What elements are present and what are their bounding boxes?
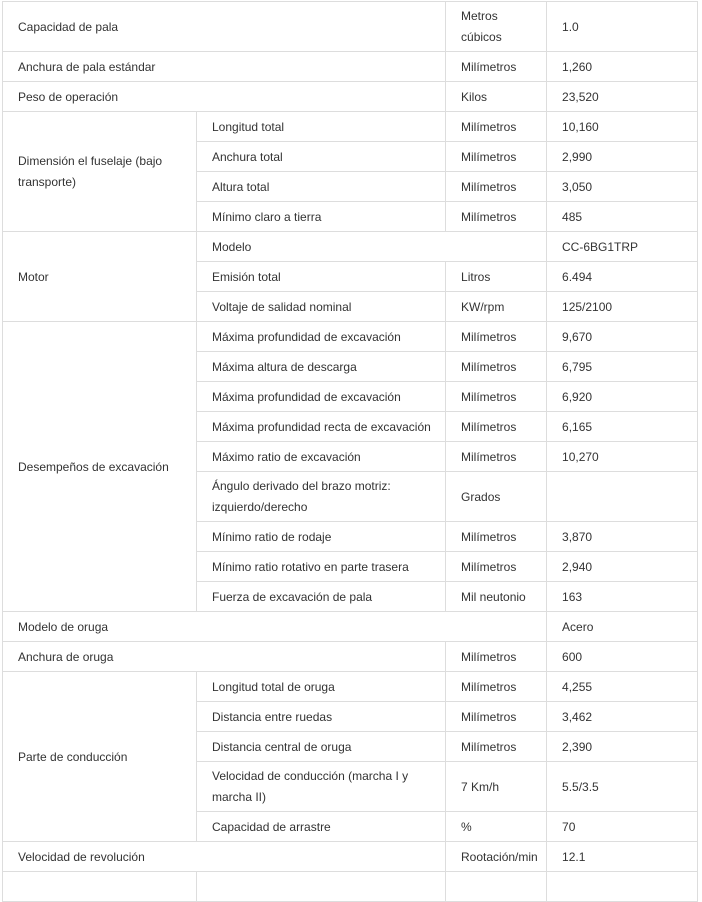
row-label: Máxima profundidad recta de excavación [197, 412, 446, 442]
row-unit: KW/rpm [446, 292, 547, 322]
row-label: Máxima profundidad de excavación [197, 322, 446, 352]
row-value: 600 [547, 642, 698, 672]
row-unit: Milímetros [446, 552, 547, 582]
row-label: Modelo [197, 232, 547, 262]
row-value: 5.5/3.5 [547, 762, 698, 812]
row-unit: Milímetros [446, 382, 547, 412]
row-label-line: Velocidad de conducción (marcha I y [212, 768, 409, 783]
row-unit: Milímetros [446, 442, 547, 472]
row-label: Anchura de pala estándar [3, 52, 446, 82]
row-label: Velocidad de revolución [3, 842, 446, 872]
row-value: 125/2100 [547, 292, 698, 322]
row-value: 9,670 [547, 322, 698, 352]
row-label-line: marcha II) [212, 789, 267, 804]
row-unit: Milímetros [446, 522, 547, 552]
row-value: 1.0 [547, 2, 698, 52]
table-row [3, 322, 698, 352]
row-value [547, 472, 698, 522]
row-unit: Milímetros [446, 702, 547, 732]
row-unit [446, 2, 547, 52]
row-label: Máximo ratio de excavación [197, 442, 446, 472]
row-value: 4,255 [547, 672, 698, 702]
row-label-line: izquierdo/derecho [212, 499, 308, 514]
row-value: 163 [547, 582, 698, 612]
row-label-line: Ángulo derivado del brazo motriz: [212, 478, 391, 493]
row-value: 3,050 [547, 172, 698, 202]
row-unit: Milímetros [446, 352, 547, 382]
row-unit: Milímetros [446, 732, 547, 762]
row-value: 485 [547, 202, 698, 232]
row-unit: 7 Km/h [446, 762, 547, 812]
row-unit: Litros [446, 262, 547, 292]
row-label: Distancia entre ruedas [197, 702, 446, 732]
row-value: 12.1 [547, 842, 698, 872]
row-unit: Milímetros [446, 322, 547, 352]
empty-cell [446, 872, 547, 902]
row-value: CC-6BG1TRP [547, 232, 698, 262]
row-value: 6.494 [547, 262, 698, 292]
row-label: Mínimo ratio rotativo en parte trasera [197, 552, 446, 582]
table-row [3, 2, 698, 52]
row-label: Peso de operación [3, 82, 446, 112]
row-label: Anchura de oruga [3, 642, 446, 672]
group-label: Parte de conducción [3, 672, 197, 842]
row-value: 2,940 [547, 552, 698, 582]
row-value: 10,160 [547, 112, 698, 142]
row-label: Mínimo ratio de rodaje [197, 522, 446, 552]
table-row [3, 112, 698, 142]
row-value: 1,260 [547, 52, 698, 82]
row-unit: Milímetros [446, 52, 547, 82]
row-unit: Kilos [446, 82, 547, 112]
table-row [3, 642, 698, 672]
row-value: 70 [547, 812, 698, 842]
row-label: Capacidad de arrastre [197, 812, 446, 842]
group-label-line: Dimensión el fuselaje (bajo [18, 153, 163, 168]
row-value: 6,795 [547, 352, 698, 382]
row-value: 2,390 [547, 732, 698, 762]
row-label: Longitud total [197, 112, 446, 142]
row-label [197, 472, 446, 522]
row-label: Voltaje de salidad nominal [197, 292, 446, 322]
row-unit: Milímetros [446, 112, 547, 142]
row-label: Fuerza de excavación de pala [197, 582, 446, 612]
row-label: Longitud total de oruga [197, 672, 446, 702]
row-unit: Milímetros [446, 202, 547, 232]
row-unit: Mil neutonio [446, 582, 547, 612]
row-value: 6,920 [547, 382, 698, 412]
row-value: 3,462 [547, 702, 698, 732]
table-row [3, 82, 698, 112]
row-label [197, 762, 446, 812]
table-row [3, 872, 698, 902]
row-unit: Rootación/min [446, 842, 547, 872]
row-label: Emisión total [197, 262, 446, 292]
table-row [3, 842, 698, 872]
row-unit: Milímetros [446, 642, 547, 672]
unit-line: cúbicos [461, 29, 502, 44]
empty-cell [197, 872, 446, 902]
group-label-line: transporte) [18, 174, 77, 189]
row-value: 3,870 [547, 522, 698, 552]
row-value: Acero [547, 612, 698, 642]
row-label: Máxima profundidad de excavación [197, 382, 446, 412]
table-row [3, 52, 698, 82]
row-label: Máxima altura de descarga [197, 352, 446, 382]
row-label: Anchura total [197, 142, 446, 172]
row-value: 23,520 [547, 82, 698, 112]
row-unit: Milímetros [446, 142, 547, 172]
row-label: Mínimo claro a tierra [197, 202, 446, 232]
row-value: 10,270 [547, 442, 698, 472]
row-value: 6,165 [547, 412, 698, 442]
group-label [3, 112, 197, 232]
table-row [3, 672, 698, 702]
row-label: Altura total [197, 172, 446, 202]
unit-line: Metros [461, 8, 498, 23]
row-unit: Milímetros [446, 412, 547, 442]
row-label: Distancia central de oruga [197, 732, 446, 762]
table-row [3, 232, 698, 262]
row-unit: Milímetros [446, 672, 547, 702]
row-label: Modelo de oruga [3, 612, 547, 642]
table-row [3, 612, 698, 642]
row-unit: % [446, 812, 547, 842]
spec-table [2, 1, 698, 902]
row-label: Capacidad de pala [3, 2, 446, 52]
row-value: 2,990 [547, 142, 698, 172]
empty-cell [3, 872, 197, 902]
group-label: Motor [3, 232, 197, 322]
empty-cell [547, 872, 698, 902]
row-unit: Grados [446, 472, 547, 522]
row-unit: Milímetros [446, 172, 547, 202]
group-label: Desempeños de excavación [3, 322, 197, 612]
